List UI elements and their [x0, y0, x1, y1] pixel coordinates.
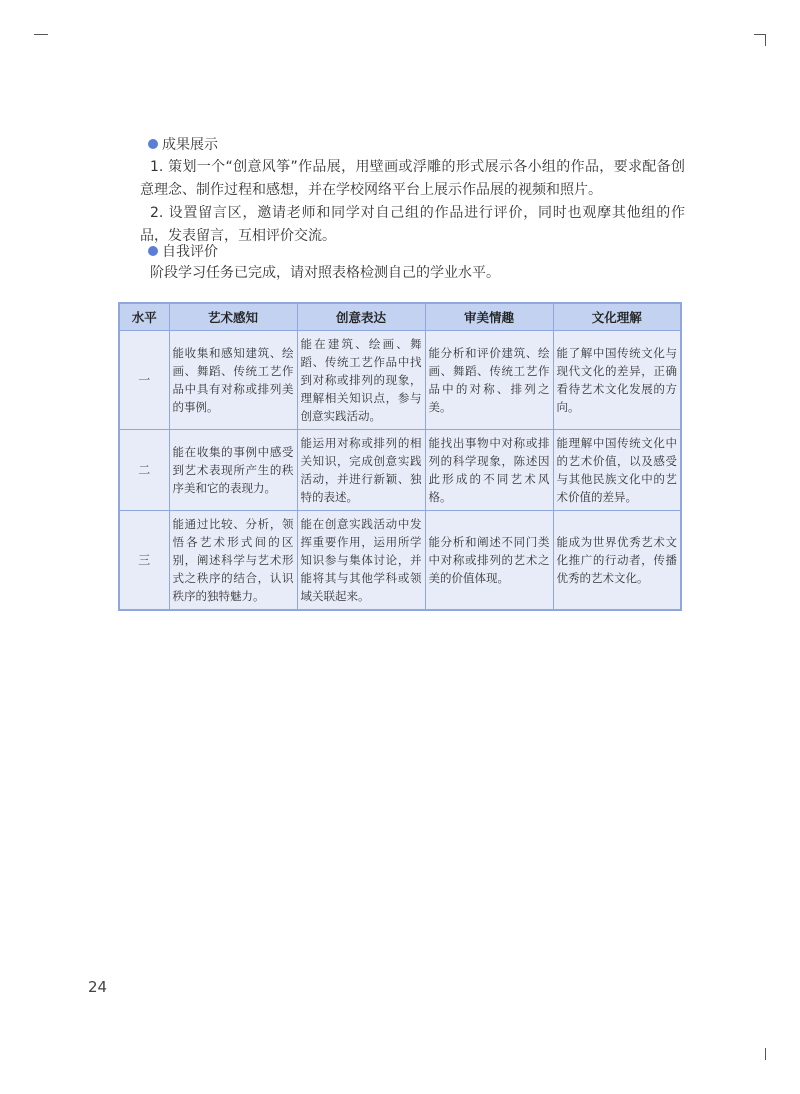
table-cell: 能收集和感知建筑、绘画、舞蹈、传统工艺作品中具有对称或排列美的事例。 — [169, 331, 297, 430]
section-heading-self-eval-text: 自我评价 — [162, 244, 218, 260]
results-item-1: 1. 策划一个“创意风筝”作品展，用壁画或浮雕的形式展示各小组的作品，要求配备创意理念、制作过程和感想，并在学校网络平台上展示作品展的视频和照片。 — [140, 159, 685, 198]
table-cell: 能在创意实践活动中发挥重要作用，运用所学知识参与集体讨论，并能将其与其他学科或领域关联起来。 — [297, 511, 425, 611]
crop-mark-bottom-right — [765, 1048, 766, 1060]
bullet-dot-icon — [148, 246, 158, 256]
table-cell: 能在建筑、绘画、舞蹈、传统工艺作品中找到对称或排列的现象，理解相关知识点，参与创意实践活动。 — [297, 331, 425, 430]
table-row — [119, 331, 681, 430]
page-number: 24 — [88, 978, 108, 996]
evaluation-table — [118, 302, 682, 611]
section-heading-self-eval — [148, 241, 218, 261]
level-cell: 二 — [119, 430, 169, 511]
table-row — [119, 511, 681, 611]
section-heading-results-text: 成果展示 — [162, 137, 218, 153]
table-header-row — [119, 303, 681, 331]
level-cell: 一 — [119, 331, 169, 430]
table-row — [119, 430, 681, 511]
table-cell: 能了解中国传统文化与现代文化的差异，正确看待艺术文化发展的方向。 — [553, 331, 681, 430]
self-eval-text: 阶段学习任务已完成，请对照表格检测自己的学业水平。 — [150, 265, 500, 281]
crop-mark-top-right-v — [765, 34, 766, 46]
table-cell: 能分析和评价建筑、绘画、舞蹈、传统工艺作品中的对称、排列之美。 — [425, 331, 553, 430]
table-cell: 能分析和阐述不同门类中对称或排列的艺术之美的价值体现。 — [425, 511, 553, 611]
table-cell: 能运用对称或排列的相关知识，完成创意实践活动，并进行新颖、独特的表述。 — [297, 430, 425, 511]
bullet-dot-icon — [148, 139, 158, 149]
level-cell: 三 — [119, 511, 169, 611]
table-cell: 能找出事物中对称或排列的科学现象，陈述因此形成的不同艺术风格。 — [425, 430, 553, 511]
table-cell: 能通过比较、分析，领悟各艺术形式间的区别，阐述科学与艺术形式之秩序的结合，认识秩序的独特魅力。 — [169, 511, 297, 611]
table-cell: 能理解中国传统文化中的艺术价值，以及感受与其他民族文化中的艺术价值的差异。 — [553, 430, 681, 511]
section-heading-results — [148, 134, 218, 154]
header-art-perception: 艺术感知 — [169, 303, 297, 331]
crop-mark-top-left — [34, 34, 48, 35]
table-cell: 能成为世界优秀艺术文化推广的行动者，传播优秀的艺术文化。 — [553, 511, 681, 611]
results-item-2: 2. 设置留言区，邀请老师和同学对自己组的作品进行评价，同时也观摩其他组的作品，发表留言，互相评价交流。 — [140, 205, 685, 244]
header-creative-expression: 创意表达 — [297, 303, 425, 331]
table-cell: 能在收集的事例中感受到艺术表现所产生的秩序美和它的表现力。 — [169, 430, 297, 511]
header-level: 水平 — [119, 303, 169, 331]
header-aesthetic-taste: 审美情趣 — [425, 303, 553, 331]
header-cultural-understanding: 文化理解 — [553, 303, 681, 331]
